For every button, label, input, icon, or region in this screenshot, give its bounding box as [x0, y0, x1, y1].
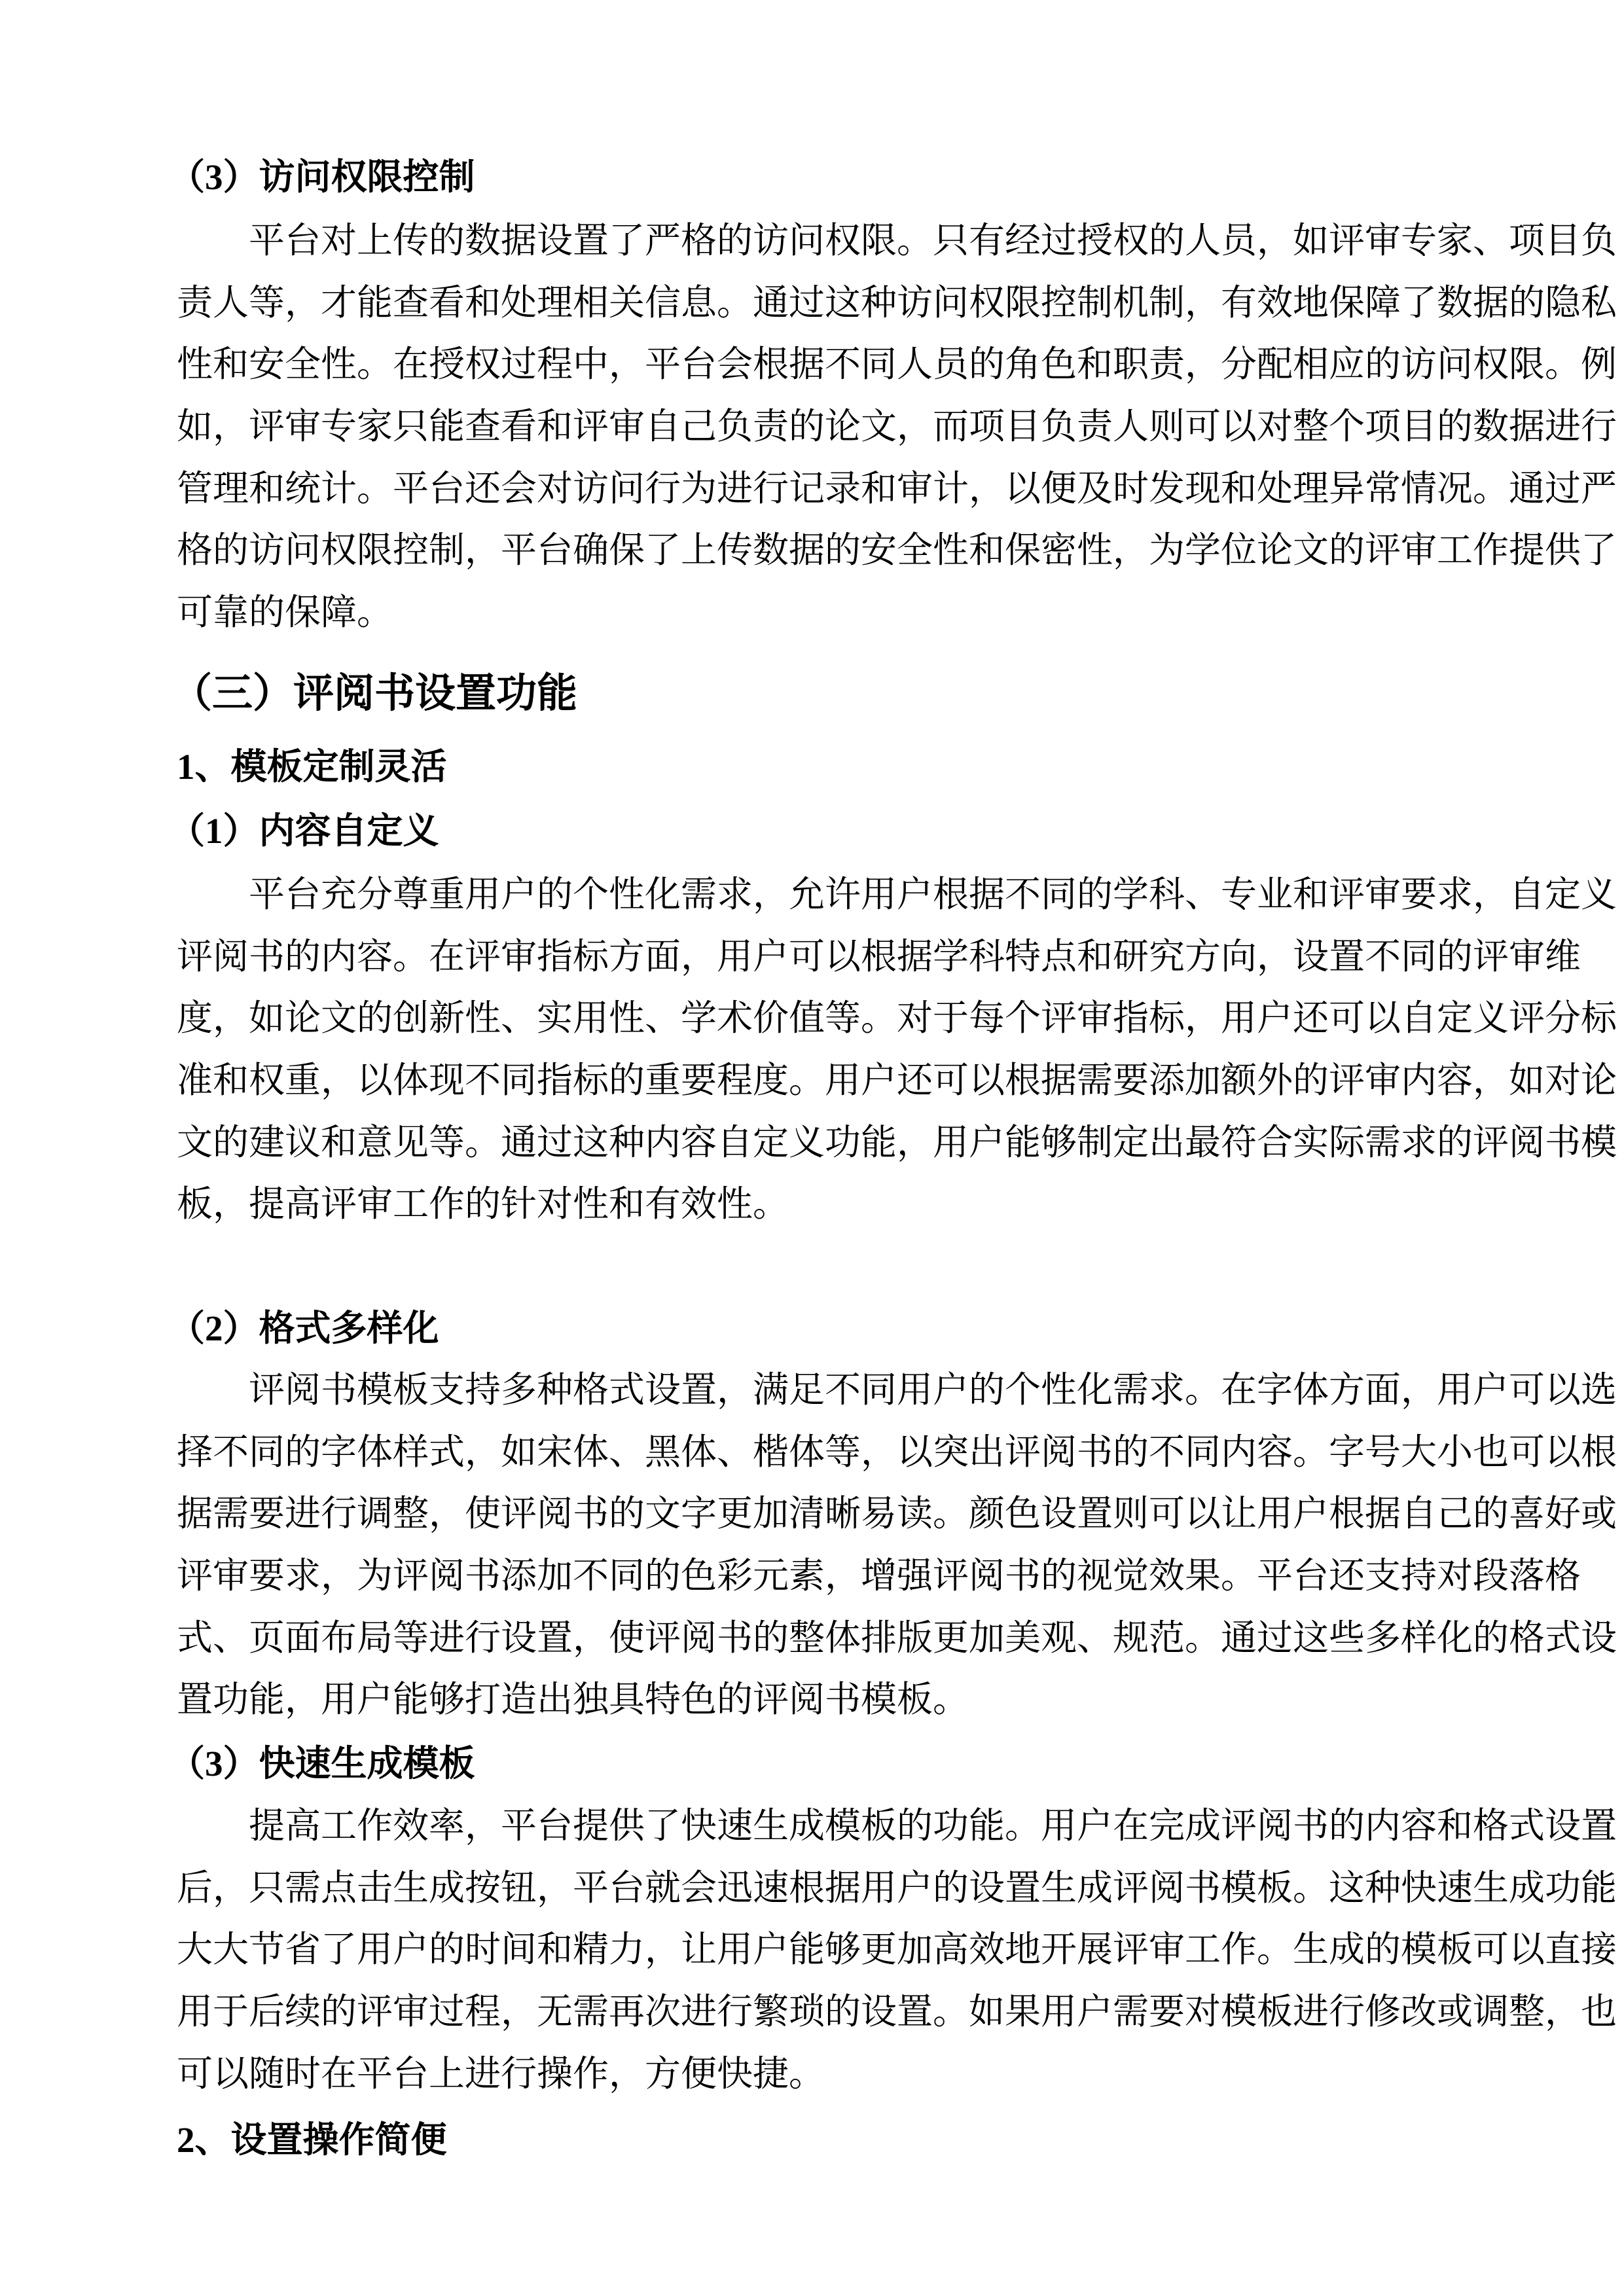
text-line: 可靠的保障。	[177, 592, 393, 633]
text-line: 性和安全性。在授权过程中，平台会根据不同人员的角色和职责，分配相应的访问权限。例	[177, 344, 1617, 385]
text-line: 文的建议和意见等。通过这种内容自定义功能，用户能够制定出最符合实际需求的评阅书模	[177, 1122, 1617, 1162]
text-line: 评阅书模板支持多种格式设置，满足不同用户的个性化需求。在字体方面，用户可以选	[249, 1370, 1617, 1410]
text-line: 管理和统计。平台还会对访问行为进行记录和审计，以便及时发现和处理异常情况。通过严	[177, 468, 1617, 509]
text-line: 板，提高评审工作的针对性和有效性。	[177, 1184, 789, 1225]
heading-access-control: （3）访问权限控制	[169, 157, 475, 197]
heading-format: （2）格式多样化	[169, 1308, 439, 1348]
text-line: 平台对上传的数据设置了严格的访问权限。只有经过授权的人员，如评审专家、项目负	[249, 221, 1617, 260]
text-line: 择不同的字体样式，如宋体、黑体、楷体等，以突出评阅书的不同内容。字号大小也可以根	[177, 1431, 1617, 1472]
text-line: 置功能，用户能够打造出独具特色的评阅书模板。	[177, 1679, 969, 1720]
heading-simple-setup: 2、设置操作简便	[177, 2120, 447, 2160]
paragraph-quick-generate	[177, 1795, 1617, 2105]
text-line: 评阅书的内容。在评审指标方面，用户可以根据学科特点和研究方向，设置不同的评审维	[177, 936, 1581, 977]
text-line: 如，评审专家只能查看和评审自己负责的论文，而项目负责人则可以对整个项目的数据进行	[177, 406, 1617, 447]
text-line: 可以随时在平台上进行操作，方便快捷。	[177, 2053, 825, 2094]
text-line: 式、页面布局等进行设置，使评阅书的整体排版更加美观、规范。通过这些多样化的格式设	[177, 1617, 1617, 1658]
text-line: 度，如论文的创新性、实用性、学术价值等。对于每个评审指标，用户还可以自定义评分标	[177, 998, 1617, 1039]
text-line: 责人等，才能查看和处理相关信息。通过这种访问权限控制机制，有效地保障了数据的隐私	[177, 282, 1617, 323]
heading-section-3: （三）评阅书设置功能	[171, 672, 578, 716]
heading-quick-generate: （3）快速生成模板	[169, 1744, 475, 1784]
text-line: 评审要求，为评阅书添加不同的色彩元素，增强评阅书的视觉效果。平台还支持对段落格	[177, 1556, 1581, 1596]
text-line: 格的访问权限控制，平台确保了上传数据的安全性和保密性，为学位论文的评审工作提供了	[177, 530, 1617, 571]
text-line: 平台充分尊重用户的个性化需求，允许用户根据不同的学科、专业和评审要求，自定义	[249, 874, 1617, 914]
heading-content-custom: （1）内容自定义	[169, 811, 439, 851]
text-line: 据需要进行调整，使评阅书的文字更加清晰易读。颜色设置则可以让用户根据自己的喜好或	[177, 1494, 1617, 1534]
heading-template-custom: 1、模板定制灵活	[177, 747, 447, 787]
text-line: 准和权重，以体现不同指标的重要程度。用户还可以根据需要添加额外的评审内容，如对论	[177, 1060, 1617, 1101]
text-line: 提高工作效率，平台提供了快速生成模板的功能。用户在完成评阅书的内容和格式设置	[249, 1806, 1617, 1846]
text-line: 后，只需点击生成按钮，平台就会迅速根据用户的设置生成评阅书模板。这种快速生成功能	[177, 1867, 1617, 1908]
text-line: 大大节省了用户的时间和精力，让用户能够更加高效地开展评审工作。生成的模板可以直接	[177, 1929, 1617, 1970]
paragraph-access-control	[177, 210, 1617, 644]
paragraph-content-custom	[177, 864, 1617, 1236]
paragraph-format	[177, 1359, 1617, 1731]
text-line: 用于后续的评审过程，无需再次进行繁琐的设置。如果用户需要对模板进行修改或调整，也	[177, 1992, 1617, 2032]
